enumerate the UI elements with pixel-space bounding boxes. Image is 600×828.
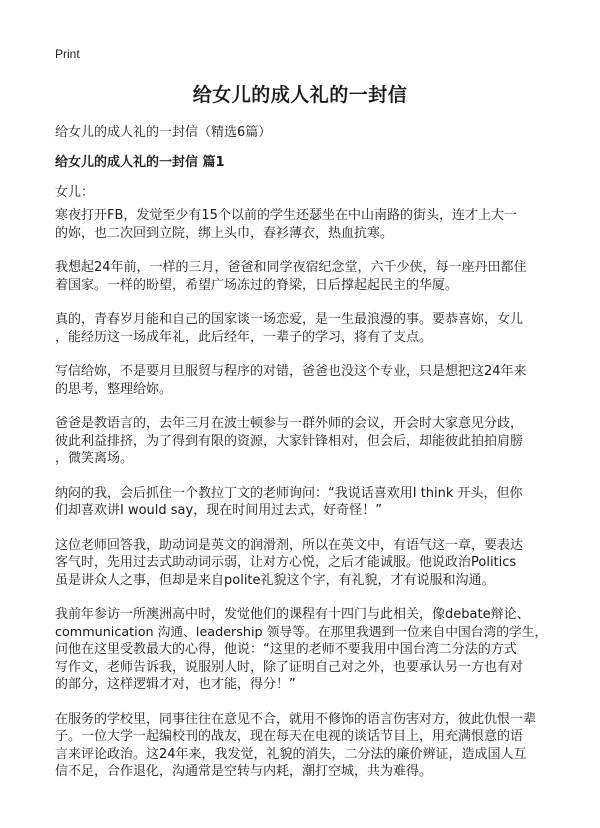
body-paragraph: [55, 415, 550, 468]
document-title: 给女儿的成人礼的一封信: [192, 84, 408, 106]
body-paragraph: [55, 207, 550, 242]
letter-body: [55, 207, 550, 798]
paragraph-line: 纳闷的我，会后抓住一个教拉丁文的老师询问：“我说话喜欢用I think 开头，但你: [55, 485, 523, 501]
paragraph-line: 着国家。一样的盼望，希望广场冻过的脊梁，日后撑起起民主的华厦。: [55, 277, 459, 293]
paragraph-line: 信不足，合作退化，沟通常是空转与内耗，潮打空城，共为难得。: [55, 764, 433, 779]
body-paragraph: [55, 311, 550, 346]
paragraph-line: 们却喜欢讲I would say，现在时间用过去式，好奇怪！”: [55, 503, 382, 518]
paragraph-line: 的思考，整理给妳。: [55, 381, 173, 397]
paragraph-line: 寒夜打开FB，发觉至少有15个以前的学生还瑟坐在中山南路的街头，连才上大一: [55, 208, 517, 223]
paragraph-line: 问他在这里受教最大的心得，他说：“这里的老师不要我用中国台湾二分法的方式: [55, 642, 517, 657]
paragraph-line: 子。一位大学一起编校刊的战友，现在每天在电视的谈话节目上，用充满恨意的语: [55, 729, 524, 744]
paragraph-line: 爸爸是教语言的，去年三月在波士顿参与一群外师的会议，开会时大家意见分歧，: [55, 416, 524, 431]
paragraph-line: 写作文，老师告诉我，说服别人时，除了证明自己对之外，也要承认另一方也有对: [55, 659, 524, 675]
paragraph-line: 写信给妳，不是要月旦服贸与程序的对错，爸爸也没这个专业，只是想把这24年来: [55, 364, 527, 379]
letter-greeting: 女儿：: [55, 185, 95, 200]
body-paragraph: [55, 711, 550, 781]
paragraph-line: 我想起24年前，一样的三月，爸爸和同学夜宿纪念堂，六千少侠，每一座丹田都住: [55, 260, 527, 275]
section-heading: 给女儿的成人礼的一封信 篇1: [55, 155, 225, 170]
paragraph-line: 的部分，这样逻辑才对，也才能，得分！”: [55, 677, 296, 692]
paragraph-line: 我前年参访一所澳洲高中时，发觉他们的课程有十四门与此相关，像debate辩论、: [55, 607, 530, 622]
body-paragraph: [55, 537, 550, 590]
body-paragraph: [55, 363, 550, 398]
paragraph-line: 客气时，先用过去式助动词示弱，让对方心悦，之后才能诚服。他说政治Politics: [55, 555, 517, 570]
paragraph-line: 真的，青春岁月能和自己的国家谈一场恋爱，是一生最浪漫的事。要恭喜妳，女儿: [55, 312, 524, 327]
paragraph-line: 彼此利益排挤，为了得到有限的资源，大家针锋相对，但会后，却能彼此拍拍肩膀: [55, 433, 524, 449]
paragraph-line: ，能经历这一场成年礼，此后经年，一辈子的学习，将有了支点。: [55, 329, 433, 345]
print-label: Print: [55, 47, 80, 61]
document-subtitle: 给女儿的成人礼的一封信（精选6篇）: [55, 125, 272, 140]
paragraph-line: ，微笑离场。: [55, 451, 134, 466]
body-paragraph: [55, 485, 550, 520]
paragraph-line: 这位老师回答我，助动词是英文的润滑剂，所以在英文中，有语气这一章，要表达: [55, 537, 524, 553]
paragraph-line: 在服务的学校里，同事往往在意见不合，就用不修饰的语言伤害对方，彼此仇恨一辈: [55, 711, 537, 727]
paragraph-line: 虽是讲众人之事，但却是来自polite礼貌这个字，有礼貌，才有说服和沟通。: [55, 572, 495, 588]
body-paragraph: [55, 606, 550, 694]
body-paragraph: [55, 259, 550, 294]
paragraph-line: 的妳，也二次回到立院，绑上头巾，春衫薄衣，热血抗寒。: [55, 225, 394, 241]
paragraph-line: 言来评论政治。这24年来，我发觉，礼貌的消失，二分法的廉价辨证，造成国人互: [55, 746, 527, 762]
paragraph-line: communication 沟通、leadership 领导等。在那里我遇到一位来自中国台湾的学生，: [55, 624, 548, 640]
